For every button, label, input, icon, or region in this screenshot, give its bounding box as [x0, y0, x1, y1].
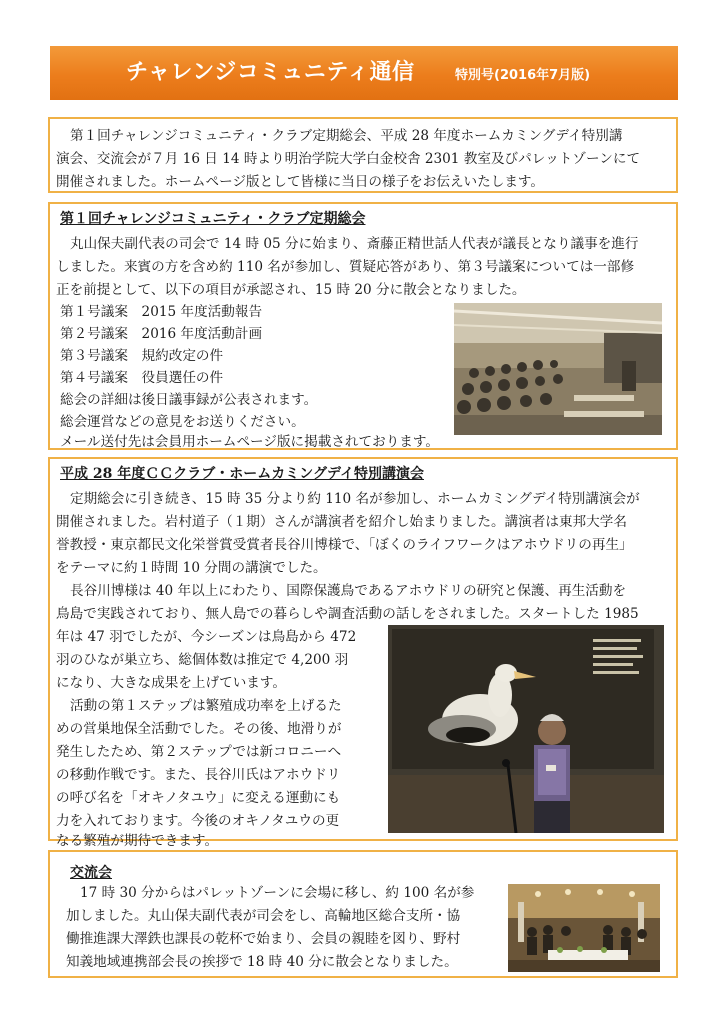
lecture-line: の呼び名を「オキノタユウ」に変える運動にも: [56, 790, 341, 806]
intro-line: 演会、交流会が７月 16 日 14 時より明治学院大学白金校舎 2301 教室及びパレットゾーンにて: [56, 151, 641, 167]
social-photo: [508, 884, 660, 972]
lecture-heading: 平成 28 年度ＣＣクラブ・ホームカミングデイ特別講演会: [60, 466, 424, 482]
agenda-item: 第４号議案 役員選任の件: [60, 370, 224, 386]
meeting-note: 総会運営などの意見をお送りください。: [60, 414, 305, 430]
lecture-line: 開催されました。岩村道子（１期）さんが講演者を紹介し始まりました。講演者は東邦大学名: [56, 514, 627, 530]
agenda-item: 第１号議案 2015 年度活動報告: [60, 304, 263, 320]
social-line: 加しました。丸山保夫副代表が司会をし、高輪地区総合支所・協: [66, 908, 461, 924]
intro-line: 開催されました。ホームページ版として皆様に当日の様子をお伝えいたします。: [56, 174, 545, 190]
meeting-section: [48, 202, 678, 450]
newsletter-title: チャレンジコミュニティ通信: [126, 60, 415, 85]
lecture-line: 力を入れております。今後のオキノタユウの更: [56, 813, 340, 829]
lecture-photo: [388, 625, 664, 833]
lecture-line: めの営巣地保全活動でした。その後、地滑りが: [56, 721, 342, 737]
social-section: [48, 850, 678, 978]
meeting-heading: 第１回チャレンジコミュニティ・クラブ定期総会: [60, 211, 366, 227]
lecture-line: 年は 47 羽でしたが、今シーズンは鳥島から 472: [56, 629, 357, 645]
meeting-line: しました。来賓の方を含め約 110 名が参加し、質疑応答があり、第３号議案については一部修: [56, 259, 635, 275]
social-line: 17 時 30 分からはパレットゾーンに会場に移し、約 100 名が参: [80, 885, 475, 901]
agenda-item: 第３号議案 規約改定の件: [60, 348, 224, 364]
lecture-line: 鳥島で実践されており、無人島での暮らしや調査活動の話しをされました。スタートした 1985: [56, 606, 639, 622]
intro-line: 第１回チャレンジコミュニティ・クラブ定期総会、平成 28 年度ホームカミングデイ特別講: [70, 128, 623, 144]
meeting-line: 丸山保夫副代表の司会で 14 時 05 分に始まり、斎藤正精世話人代表が議長となり議事を進行: [70, 236, 639, 252]
lecture-line: 活動の第１ステップは繁殖成功率を上げるた: [70, 698, 342, 714]
lecture-line: 定期総会に引き続き、15 時 35 分より約 110 名が参加し、ホームカミングデイ特別講演会が: [70, 491, 640, 507]
meeting-line: 正を前提として、以下の項目が承認され、15 時 20 分に散会となりました。: [56, 282, 526, 298]
meeting-photo: [454, 303, 662, 435]
lecture-line: の移動作戦です。また、長谷川氏はアホウドリ: [56, 767, 341, 783]
lecture-line: 長谷川博様は 40 年以上にわたり、国際保護鳥であるアホウドリの研究と保護、再生活動を: [70, 583, 627, 599]
lecture-line: 発生したため、第２ステップでは新コロニーへ: [56, 744, 342, 760]
meeting-note: メール送付先は会員用ホームページ版に掲載されております。: [60, 434, 439, 450]
lecture-line: をテーマに約１時間 10 分間の講演でした。: [56, 560, 327, 576]
lecture-line: になり、大きな成果を上げています。: [56, 675, 287, 691]
social-line: 働推進課大澤鉄也課長の乾杯で始まり、会員の親睦を図り、野村: [66, 931, 461, 947]
issue-label: 特別号(2016年7月版): [455, 68, 591, 83]
lecture-line: 誉教授・東京都民文化栄誉賞受賞者長谷川博様で、「ぼくのライフワークはアホウドリの再生」: [56, 537, 633, 553]
lecture-line: なる繁殖が期待できます。: [56, 833, 219, 849]
meeting-note: 総会の詳細は後日議事録が公表されます。: [60, 392, 318, 408]
intro-box: [48, 117, 678, 193]
agenda-item: 第２号議案 2016 年度活動計画: [60, 326, 263, 342]
lecture-section: [48, 457, 678, 849]
newsletter-banner: [50, 46, 678, 100]
lecture-line: 羽のひなが巣立ち、総個体数は推定で 4,200 羽: [56, 652, 349, 668]
social-line: 知義地域連携部会長の挨拶で 18 時 40 分に散会となりました。: [66, 954, 458, 970]
social-heading: 交流会: [70, 865, 112, 881]
